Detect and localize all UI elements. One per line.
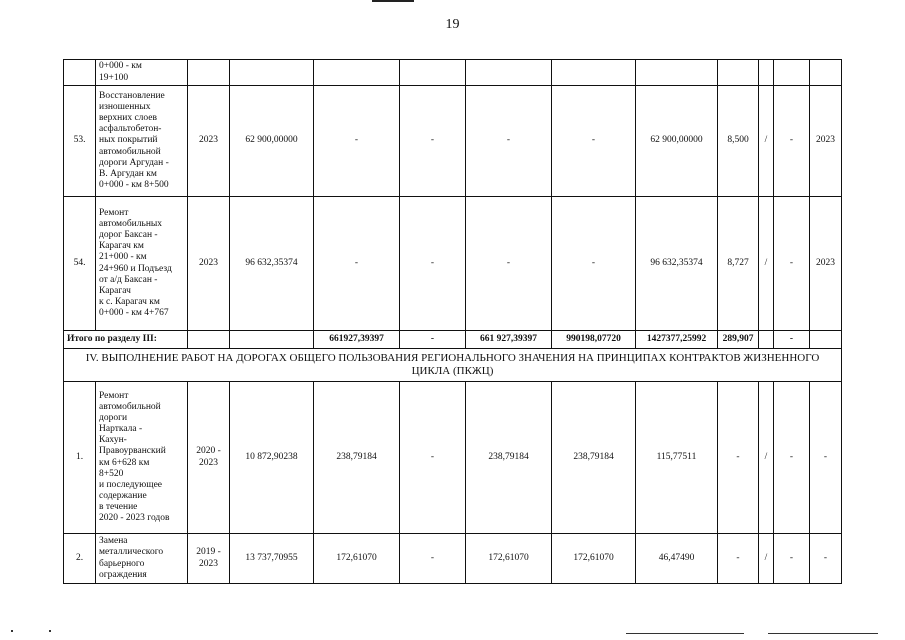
- cell-num: 2.: [64, 534, 96, 584]
- cell-c2: -: [400, 534, 466, 584]
- cell-c5: 46,47490: [636, 534, 718, 584]
- cell-c4: -: [552, 197, 636, 331]
- cell-name: Замена металлического барьерного ограждения: [96, 534, 188, 584]
- table-body-total: [64, 331, 842, 382]
- cell-c8: -: [774, 197, 810, 331]
- cell-c7: /: [759, 86, 774, 197]
- table-row: [64, 86, 842, 197]
- cell-num: 1.: [64, 382, 96, 534]
- cell-cost: 96 632,35374: [230, 197, 314, 331]
- table-row: [64, 60, 842, 86]
- cell-c6: 8,727: [718, 197, 759, 331]
- cell-c1: 172,61070: [314, 534, 400, 584]
- cell-c6: -: [718, 382, 759, 534]
- cell-c6: -: [718, 534, 759, 584]
- cell-name: 0+000 - км 19+100: [96, 60, 188, 86]
- cell-c3: 172,61070: [466, 534, 552, 584]
- cell-c3: -: [466, 197, 552, 331]
- cell-num: 53.: [64, 86, 96, 197]
- cell-c6: 8,500: [718, 86, 759, 197]
- cell-c9: -: [810, 382, 842, 534]
- cell-c2: [400, 60, 466, 86]
- road-works-table: [63, 59, 842, 584]
- cell-c2: -: [400, 382, 466, 534]
- cell-c8: -: [774, 382, 810, 534]
- cell-c8: -: [774, 534, 810, 584]
- total-c7: [759, 331, 774, 349]
- cell-c2: -: [400, 197, 466, 331]
- cell-c5: 115,77511: [636, 382, 718, 534]
- cell-c9: -: [810, 534, 842, 584]
- total-c5: 1427377,25992: [636, 331, 718, 349]
- top-mark: [372, 0, 414, 2]
- cell-year: 2023: [188, 86, 230, 197]
- total-c8: -: [774, 331, 810, 349]
- cell-c9: [810, 60, 842, 86]
- cell-c5: [636, 60, 718, 86]
- cell-c7: /: [759, 382, 774, 534]
- cell-c1: -: [314, 86, 400, 197]
- total-c3: 661 927,39397: [466, 331, 552, 349]
- total-c1: 661927,39397: [314, 331, 400, 349]
- cell-c6: [718, 60, 759, 86]
- cell-name: Ремонт автомобильных дорог Баксан - Карагач км 21+000 - км 24+960 и Подъезд от а/д Баксан - Карагач к с. Карагач км 0+000 - км 4+767: [96, 197, 188, 331]
- total-empty-year: [188, 331, 230, 349]
- table-row: [64, 534, 842, 584]
- cell-name: Ремонт автомобильной дороги Нарткала - Кахун- Правоурванский км 6+628 км 8+520 и последующее содержание в течение 2020 - 2023 годов: [96, 382, 188, 534]
- total-label: Итого по разделу III:: [64, 331, 188, 349]
- cell-year: 2020 - 2023: [188, 382, 230, 534]
- total-c9: [810, 331, 842, 349]
- total-c2: -: [400, 331, 466, 349]
- cell-year: 2023: [188, 197, 230, 331]
- scan-line: [626, 633, 744, 634]
- cell-c5: 62 900,00000: [636, 86, 718, 197]
- cell-year: [188, 60, 230, 86]
- cell-c8: -: [774, 86, 810, 197]
- cell-c1: 238,79184: [314, 382, 400, 534]
- cell-c9: 2023: [810, 197, 842, 331]
- cell-c2: -: [400, 86, 466, 197]
- table-row: [64, 382, 842, 534]
- table-body-top: [64, 60, 842, 331]
- cell-c1: -: [314, 197, 400, 331]
- scan-line: [768, 633, 878, 634]
- cell-cost: [230, 60, 314, 86]
- section-title: IV. ВЫПОЛНЕНИЕ РАБОТ НА ДОРОГАХ ОБЩЕГО ПОЛЬЗОВАНИЯ РЕГИОНАЛЬНОГО ЗНАЧЕНИЯ НА ПРИНЦИПАХ КОНТРАКТОВ ЖИЗНЕННОГО ЦИКЛА (ПКЖЦ): [64, 349, 842, 382]
- table-row: [64, 197, 842, 331]
- total-c6: 289,907: [718, 331, 759, 349]
- cell-cost: 62 900,00000: [230, 86, 314, 197]
- total-empty-cost: [230, 331, 314, 349]
- table-body-bottom: [64, 382, 842, 584]
- cell-c7: [759, 60, 774, 86]
- cell-c3: 238,79184: [466, 382, 552, 534]
- cell-num: 54.: [64, 197, 96, 331]
- section-total-row: [64, 331, 842, 349]
- cell-c4: 238,79184: [552, 382, 636, 534]
- cell-c7: /: [759, 197, 774, 331]
- scan-dot: [11, 630, 13, 632]
- scan-dot: [49, 630, 51, 632]
- cell-c9: 2023: [810, 86, 842, 197]
- cell-c1: [314, 60, 400, 86]
- cell-c3: [466, 60, 552, 86]
- cell-c7: /: [759, 534, 774, 584]
- cell-cost: 10 872,90238: [230, 382, 314, 534]
- cell-c4: -: [552, 86, 636, 197]
- section-heading-row: [64, 349, 842, 382]
- cell-num: [64, 60, 96, 86]
- cell-year: 2019 - 2023: [188, 534, 230, 584]
- cell-c5: 96 632,35374: [636, 197, 718, 331]
- page-number: 19: [445, 17, 460, 32]
- cell-name: Восстановление изношенных верхних слоев асфальтобетон- ных покрытий автомобильной дороги Аргудан - В. Аргудан км 0+000 - км 8+500: [96, 86, 188, 197]
- cell-c8: [774, 60, 810, 86]
- total-c4: 990198,07720: [552, 331, 636, 349]
- cell-c4: [552, 60, 636, 86]
- cell-c4: 172,61070: [552, 534, 636, 584]
- cell-c3: -: [466, 86, 552, 197]
- cell-cost: 13 737,70955: [230, 534, 314, 584]
